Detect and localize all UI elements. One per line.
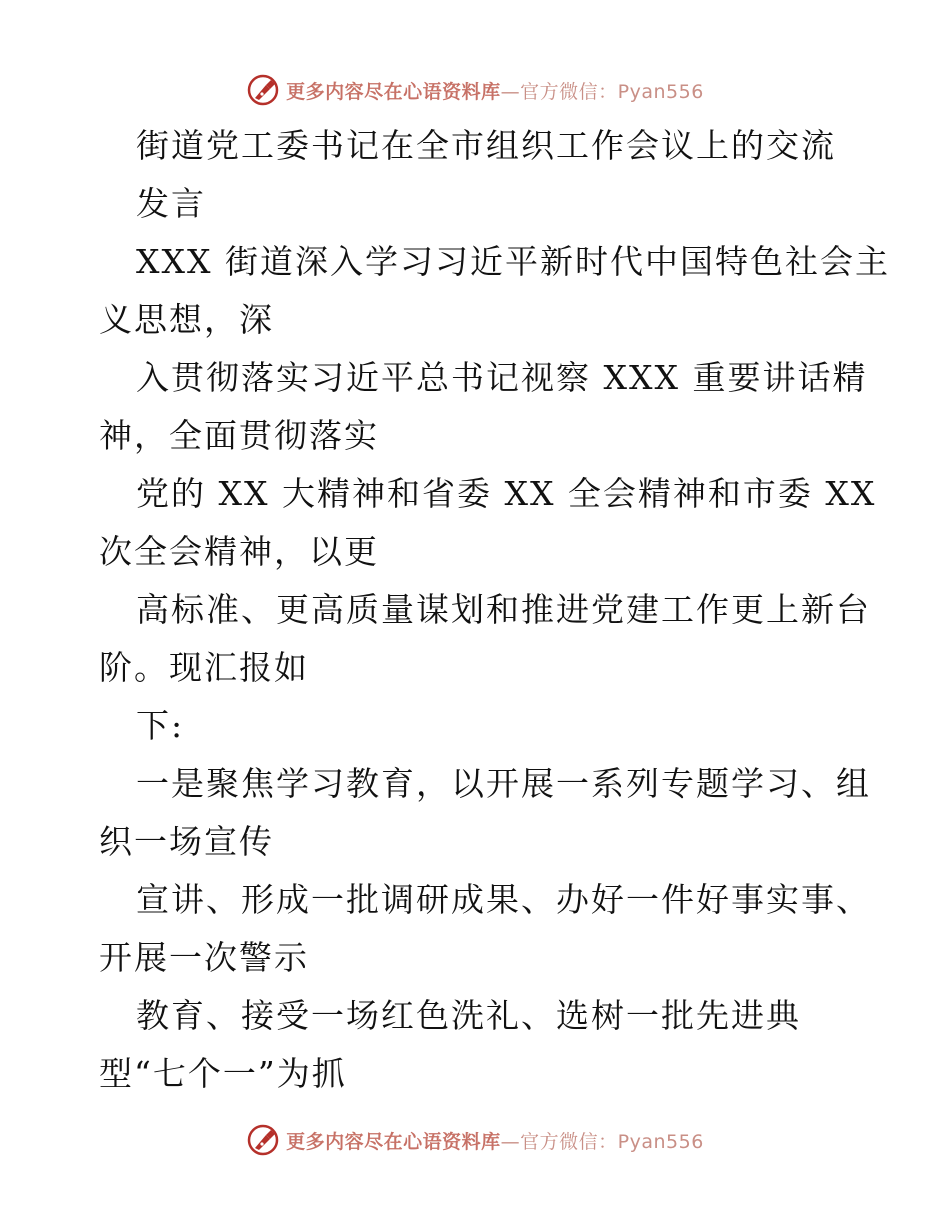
- doc-line: 下:: [136, 706, 185, 745]
- doc-line: 神，全面贯彻落实: [99, 416, 379, 455]
- watermark-text: [286, 1127, 704, 1154]
- doc-line: XXX 街道深入学习习近平新时代中国特色社会主: [136, 242, 890, 281]
- doc-line: 入贯彻落实习近平总书记视察 XXX 重要讲话精: [136, 358, 868, 397]
- doc-line: 阶。现汇报如: [99, 648, 309, 687]
- watermark-suffix: 官方微信：Pyan556: [520, 80, 704, 103]
- pen-nib-circle-icon: [246, 1123, 280, 1157]
- watermark-brand: 更多内容尽在心语资料库: [286, 80, 501, 103]
- doc-line: 织一场宣传: [99, 822, 274, 861]
- watermark-brand: 更多内容尽在心语资料库: [286, 1130, 501, 1153]
- doc-line: 教育、接受一场红色洗礼、选树一批先进典: [136, 996, 801, 1035]
- doc-line: 次全会精神，以更: [99, 532, 379, 571]
- doc-line: 党的 XX 大精神和省委 XX 全会精神和市委 XX: [136, 474, 877, 513]
- doc-line: 开展一次警示: [99, 938, 309, 977]
- doc-title-line-2: 发言: [136, 184, 206, 223]
- doc-line: 型“七个一”为抓: [99, 1054, 347, 1093]
- watermark-separator: —: [500, 1130, 521, 1153]
- doc-line: 宣讲、形成一批调研成果、办好一件好事实事、: [136, 880, 871, 919]
- doc-line: 义思想，深: [99, 300, 274, 339]
- doc-line: 一是聚焦学习教育，以开展一系列专题学习、组: [136, 764, 871, 803]
- doc-title-line-1: 街道党工委书记在全市组织工作会议上的交流: [136, 126, 836, 165]
- doc-line: 高标准、更高质量谋划和推进党建工作更上新台: [136, 590, 871, 629]
- watermark-text: [286, 77, 704, 104]
- watermark-separator: —: [500, 80, 521, 103]
- watermark-banner-top: [0, 70, 950, 110]
- watermark-suffix: 官方微信：Pyan556: [520, 1130, 704, 1153]
- pen-nib-circle-icon: [246, 73, 280, 107]
- watermark-banner-bottom: [0, 1120, 950, 1160]
